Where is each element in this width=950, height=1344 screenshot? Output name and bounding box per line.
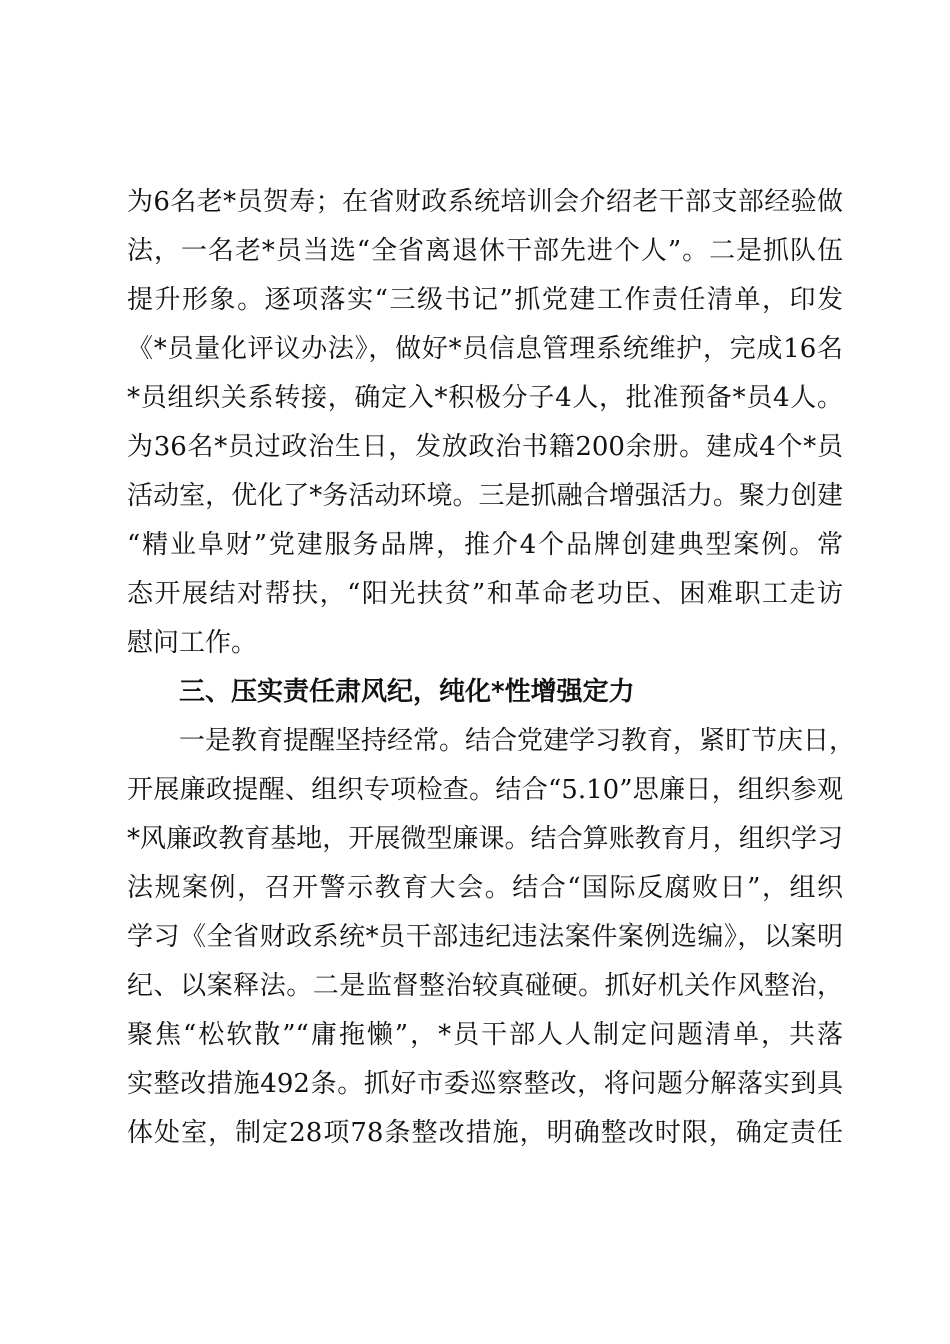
paragraph-2 xyxy=(127,717,856,1158)
text-line: 提升形象。逐项落实“三级书记”抓党建工作责任清单，印发 xyxy=(127,285,843,315)
text-line: 开展廉政提醒、组织专项检查。结合“5.10”思廉日，组织参观 xyxy=(127,775,843,805)
text-line: 《*员量化评议办法》，做好*员信息管理系统维护，完成16名 xyxy=(127,334,843,364)
text-line: 一是教育提醒坚持经常。结合党建学习教育，紧盯节庆日， xyxy=(179,726,856,756)
paragraph-1 xyxy=(127,178,843,668)
section-heading: 三、压实责任肃风纪，纯化*性增强定力 xyxy=(179,677,635,707)
text-line: 体处室，制定28项78条整改措施，明确整改时限，确定责任 xyxy=(127,1118,843,1148)
text-line: 纪、以案释法。二是监督整治较真碰硬。抓好机关作风整治， xyxy=(127,971,843,1001)
text-line: 态开展结对帮扶，“阳光扶贫”和革命老功臣、困难职工走访 xyxy=(127,579,843,609)
text-line: 聚焦“松软散”“庸拖懒”，*员干部人人制定问题清单，共落 xyxy=(127,1020,843,1050)
text-line: 为36名*员过政治生日，发放政治书籍200余册。建成4个*员 xyxy=(127,432,843,462)
text-line: “精业阜财”党建服务品牌，推介4个品牌创建典型案例。常 xyxy=(127,530,843,560)
text-line: 慰问工作。 xyxy=(127,628,258,658)
text-line: *风廉政教育基地，开展微型廉课。结合算账教育月，组织学习 xyxy=(127,824,843,854)
text-line: 活动室，优化了*务活动环境。三是抓融合增强活力。聚力创建 xyxy=(127,481,843,511)
text-line: *员组织关系转接，确定入*积极分子4人，批准预备*员4人。 xyxy=(127,383,843,413)
text-line: 法规案例，召开警示教育大会。结合“国际反腐败日”，组织 xyxy=(127,873,843,903)
text-line: 学习《全省财政系统*员干部违纪违法案件案例选编》，以案明 xyxy=(127,922,843,952)
document-body xyxy=(127,178,856,1158)
text-line: 实整改措施492条。抓好市委巡察整改，将问题分解落实到具 xyxy=(127,1069,843,1099)
text-line: 法，一名老*员当选“全省离退休干部先进个人”。二是抓队伍 xyxy=(127,236,843,266)
text-line: 为6名老*员贺寿；在省财政系统培训会介绍老干部支部经验做 xyxy=(127,187,843,217)
